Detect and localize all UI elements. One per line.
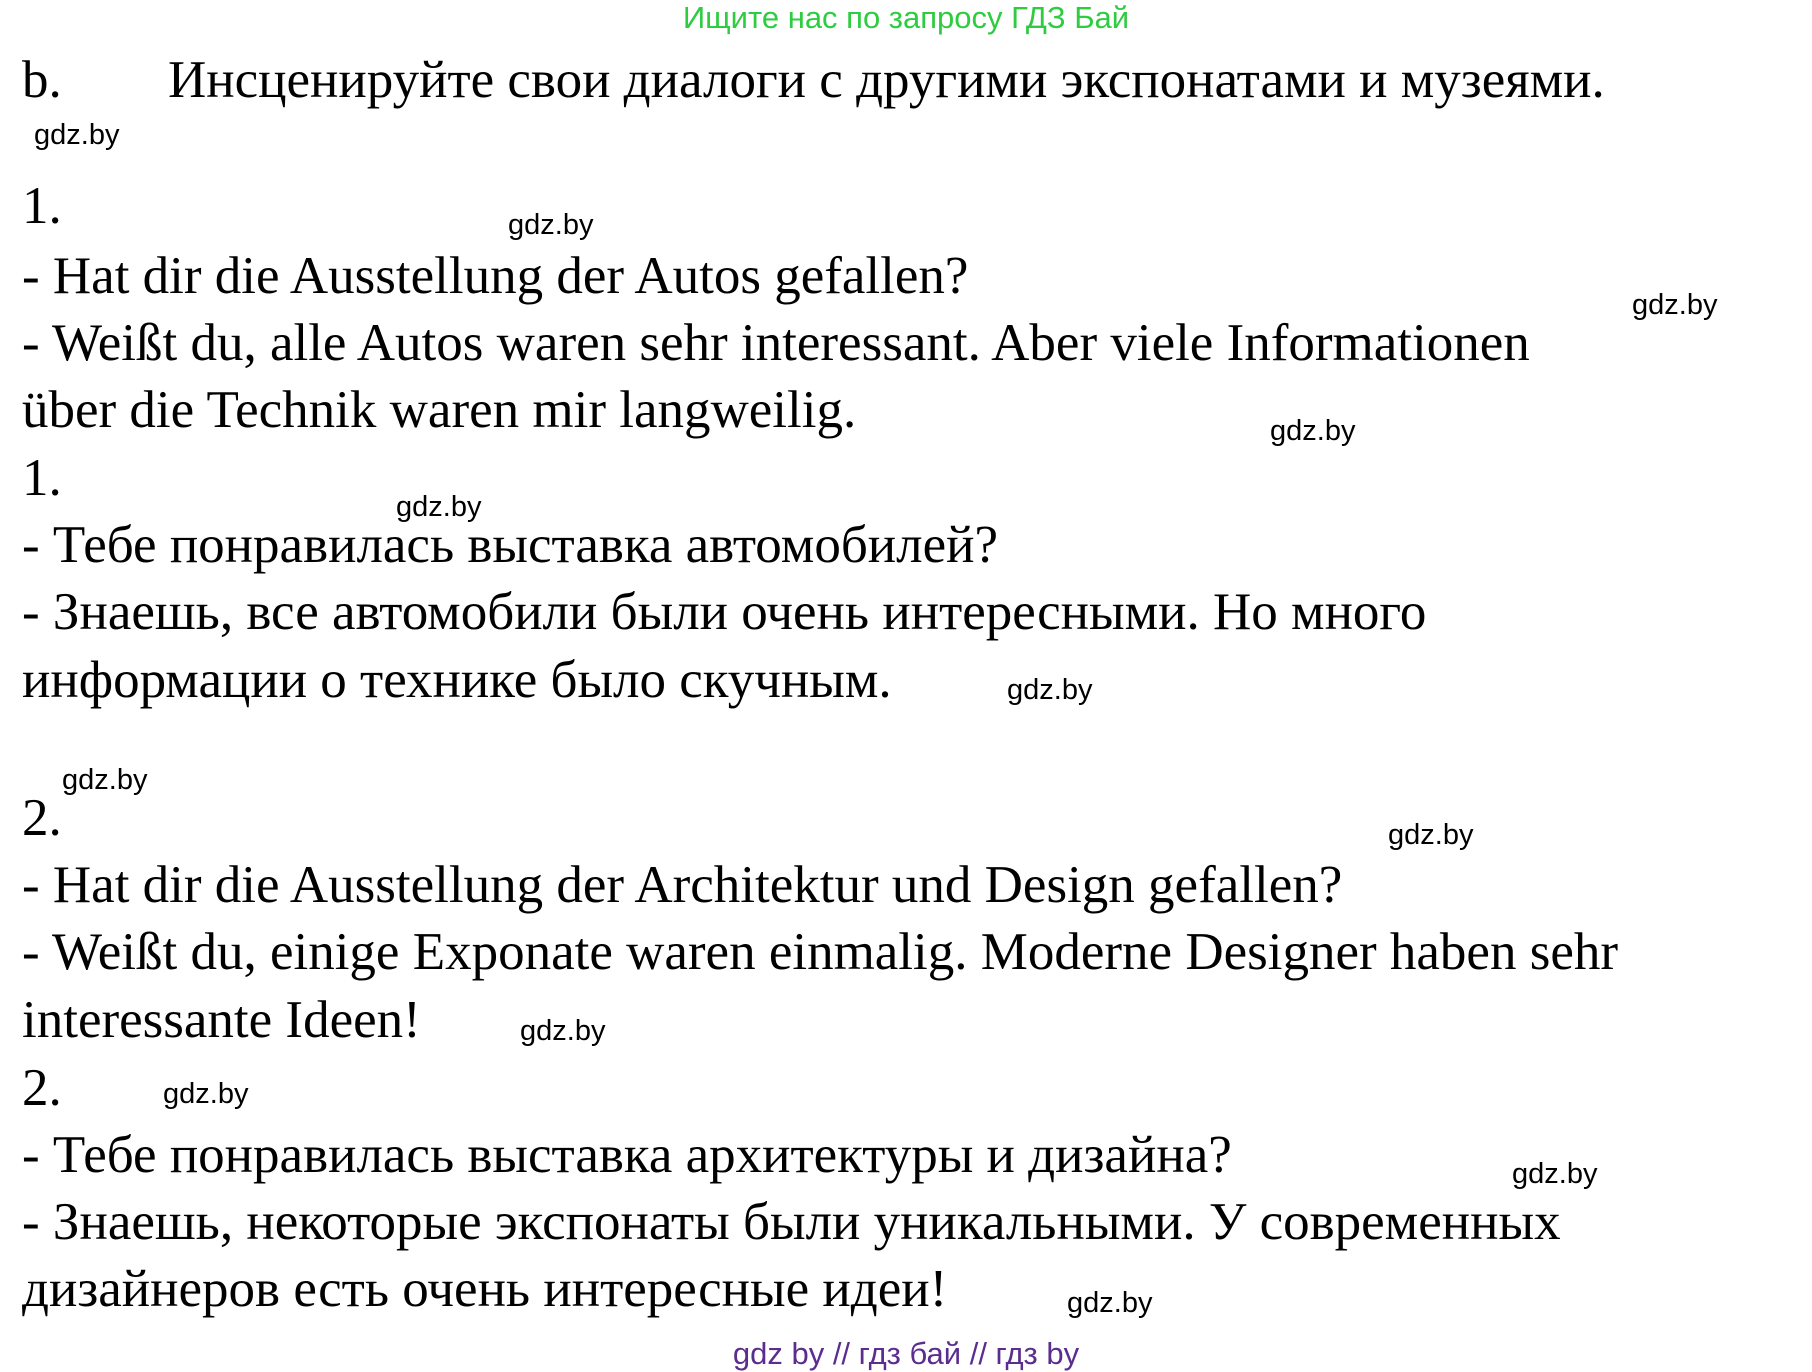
watermark: gdz.by (508, 209, 594, 241)
watermark: gdz.by (1388, 819, 1474, 851)
task-instruction: Инсценируйте свои диалоги с другими экспонатами и музеями. (168, 51, 1605, 109)
dialog-number: 2. (22, 789, 62, 847)
dialog-line: - Тебе понравилась выставка архитектуры и дизайна? (22, 1126, 1232, 1184)
watermark: gdz.by (1067, 1287, 1153, 1319)
dialog-line: - Weißt du, einige Exponate waren einmalig. Moderne Designer haben sehr (22, 923, 1619, 981)
watermark: gdz.by (1632, 289, 1718, 321)
dialog-line: - Hat dir die Ausstellung der Autos gefallen? (22, 247, 969, 305)
dialog-line: дизайнеров есть очень интересные идеи! (22, 1260, 948, 1318)
dialog-line: über die Technik waren mir langweilig. (22, 381, 857, 439)
dialog-number: 1. (22, 449, 62, 507)
watermark: gdz.by (62, 764, 148, 796)
dialog-line: - Знаешь, некоторые экспонаты были уникальными. У современных (22, 1193, 1561, 1251)
watermark: gdz.by (1007, 674, 1093, 706)
watermark: gdz.by (163, 1078, 249, 1110)
watermark: gdz.by (1270, 415, 1356, 447)
dialog-number: 1. (22, 177, 62, 235)
watermark: gdz.by (396, 491, 482, 523)
watermark: gdz.by (1512, 1158, 1598, 1190)
dialog-line: информации о технике было скучным. (22, 651, 892, 709)
watermark: gdz.by (34, 119, 120, 151)
site-banner: Ищите нас по запросу ГДЗ Бай (682, 0, 1130, 35)
watermark: gdz.by (520, 1015, 606, 1047)
dialog-line: interessante Ideen! (22, 991, 421, 1049)
dialog-number: 2. (22, 1059, 62, 1117)
site-footer: gdz by // гдз бай // гдз by (732, 1336, 1080, 1371)
dialog-line: - Weißt du, alle Autos waren sehr interessant. Aber viele Informationen (22, 314, 1530, 372)
dialog-line: - Тебе понравилась выставка автомобилей? (22, 516, 999, 574)
dialog-line: - Знаешь, все автомобили были очень интересными. Но много (22, 583, 1427, 641)
dialog-line: - Hat dir die Ausstellung der Architektur und Design gefallen? (22, 856, 1343, 914)
task-letter: b. (22, 51, 62, 109)
